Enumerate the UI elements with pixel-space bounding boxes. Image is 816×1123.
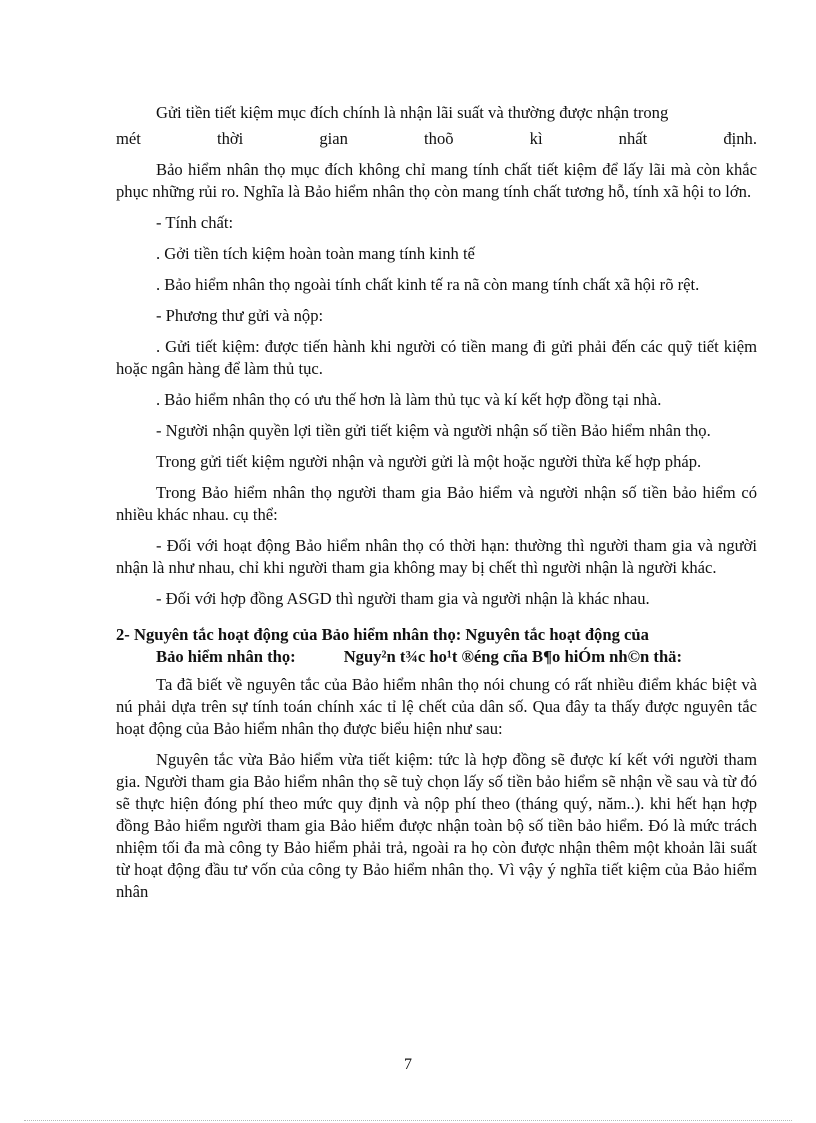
section-heading bbox=[116, 624, 757, 668]
paragraph-2: Bảo hiểm nhân thọ mục đích không chỉ mang tính chất tiết kiệm để lấy lãi mà còn khắc phục những rủi ro. Nghĩa là Bảo hiểm nhân thọ còn mang tính chất tương hỗ, tính xã hội to lớn. bbox=[116, 160, 757, 201]
principle-savings: Nguyên tắc vừa Bảo hiểm vừa tiết kiệm: tức là hợp đồng sẽ được kí kết với người tham gia. Người tham gia Bảo hiểm nhân thọ sẽ tuỳ chọn lấy số tiền bảo hiểm sẽ nhận về sau và từ đó sẽ thực hiện đóng phí theo mức quy định và nộp phí theo (tháng quý, năm..). khi hết hạn hợp đồng Bảo hiểm người tham gia Bảo hiểm được nhận toàn bộ số tiền bảo hiểm. Đó là mức trách nhiệm tối đa mà công ty Bảo hiểm phải trả, ngoài ra họ còn được nhận thêm một khoản lãi suất từ hoạt động đầu tư vốn của công ty Bảo hiểm nhân thọ. Vì vậy ý nghĩa tiết kiệm của Bảo hiểm nhân bbox=[116, 750, 757, 901]
section-heading-line1: 2- Nguyên tắc hoạt động của Bảo hiểm nhân thọ: Nguyên tắc hoạt động của bbox=[116, 625, 649, 644]
property-savings: . Gởi tiền tích kiệm hoàn toàn mang tính kinh tế bbox=[156, 244, 475, 263]
method-insurance: . Bảo hiểm nhân thọ có ưu thế hơn là làm thủ tục và kí kết hợp đồng tại nhà. bbox=[156, 390, 662, 409]
footer-rule bbox=[24, 1120, 792, 1121]
property-insurance: . Bảo hiểm nhân thọ ngoài tính chất kinh tế ra nã còn mang tính chất xã hội rõ rệt. bbox=[156, 275, 700, 294]
beneficiary-savings: Trong gửi tiết kiệm người nhận và người gửi là một hoặc người thừa kế hợp pháp. bbox=[156, 452, 702, 471]
paragraph-1: Gửi tiền tiết kiệm mục đích chính là nhận lãi suất và thường được nhận trong bbox=[156, 103, 669, 122]
asgd-note: - Đối với hợp đồng ASGD thì người tham gia và người nhận là khác nhau. bbox=[156, 589, 650, 608]
page-number: 7 bbox=[404, 1056, 412, 1073]
principle-intro: Ta đã biết về nguyên tắc của Bảo hiểm nhân thọ nói chung có rất nhiều điểm khác biệt và nú phải dựa trên sự tính toán chính xác tỉ lệ chết của dân số. Qua đây ta thấy được nguyên tắc hoạt động của Bảo hiểm nhân thọ được biểu hiện như sau: bbox=[116, 675, 757, 738]
method-heading: - Phương thư gửi và nộp: bbox=[156, 306, 324, 325]
property-heading: - Tính chất: bbox=[156, 213, 234, 232]
section-heading-garbled: Nguy²n t¾c ho¹t ®éng cña B¶o hiÓm nh©n thä: bbox=[343, 647, 682, 666]
document-body bbox=[116, 102, 757, 912]
paragraph-1-continued: mét thời gian thoõ kì nhất định. bbox=[116, 129, 757, 148]
beneficiary-heading: - Người nhận quyền lợi tiền gửi tiết kiệm và người nhận số tiền Bảo hiểm nhân thọ. bbox=[156, 421, 711, 440]
term-insurance-note: - Đối với hoạt động Bảo hiểm nhân thọ có thời hạn: thường thì người tham gia và người nhận là như nhau, chỉ khi người tham gia không may bị chết thì người nhận là người khác. bbox=[116, 536, 757, 577]
section-heading-line2 bbox=[116, 646, 757, 668]
beneficiary-insurance: Trong Bảo hiểm nhân thọ người tham gia Bảo hiểm và người nhận số tiền bảo hiểm có nhiều khác nhau. cụ thể: bbox=[116, 483, 757, 524]
section-heading-line2-text: Bảo hiểm nhân thọ: bbox=[156, 647, 296, 666]
method-savings: . Gửi tiết kiệm: được tiến hành khi người có tiền mang đi gửi phải đến các quỹ tiết kiệm hoặc ngân hàng để làm thủ tục. bbox=[116, 337, 757, 378]
